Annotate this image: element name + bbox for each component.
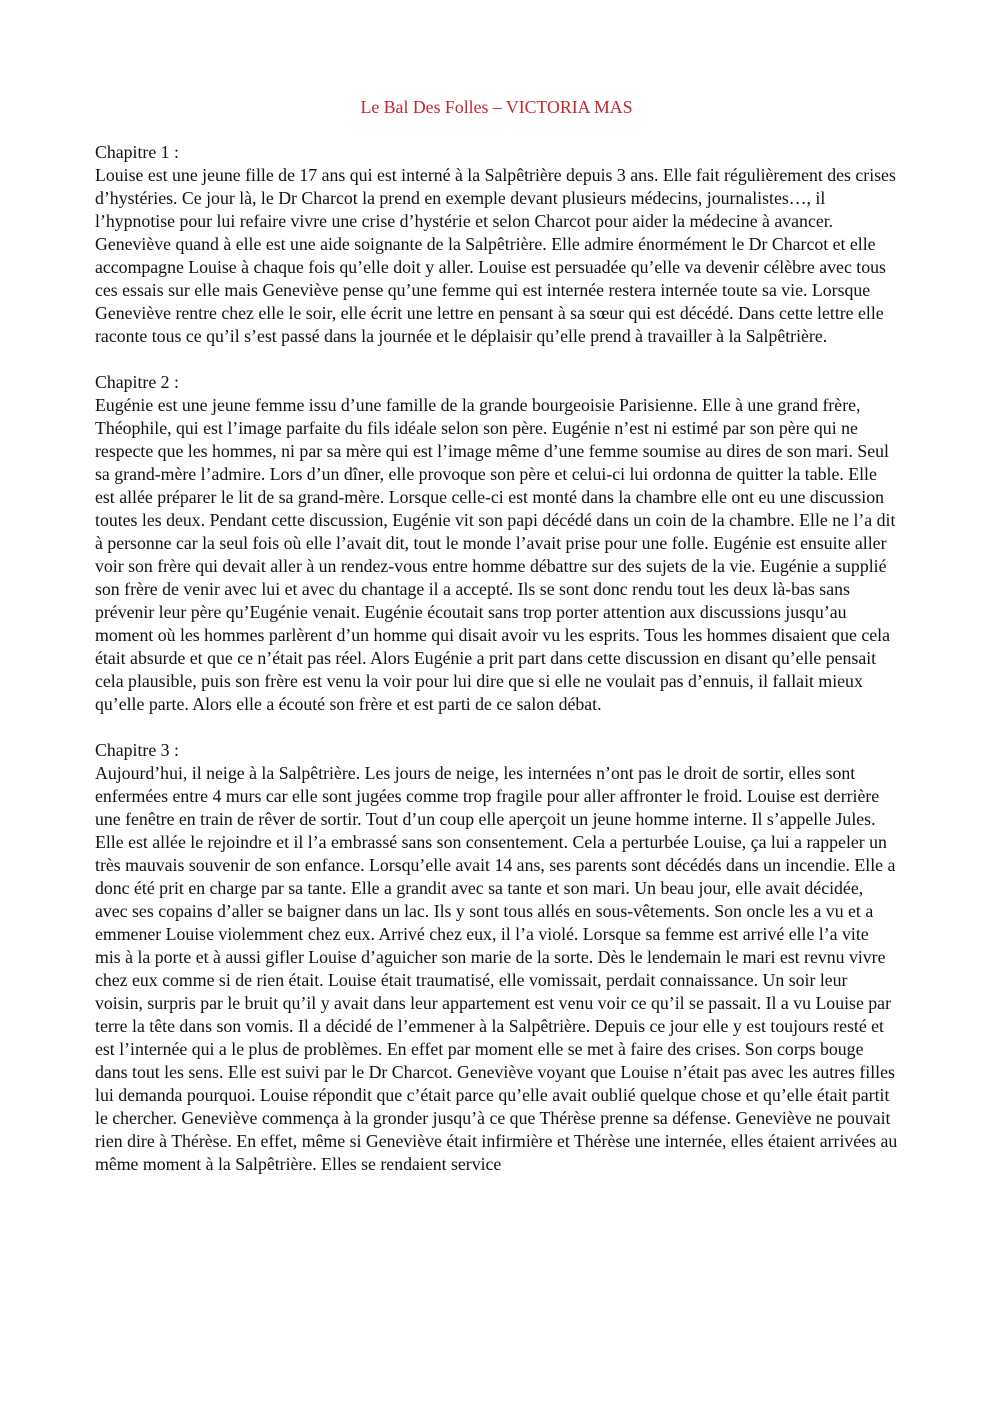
chapter-3 <box>95 739 898 1176</box>
chapter-body: Louise est une jeune fille de 17 ans qui est interné à la Salpêtrière depuis 3 ans. Elle fait régulièrement des crises d’hystéries. Ce jour là, le Dr Charcot la prend en exemple devant plusieurs médecins, journalistes…, il l’hypnotise pour lui refaire vivre une crise d’hystérie et selon Charcot pour aider la médecine à avancer. Geneviève quand à elle est une aide soignante de la Salpêtrière. Elle admire énormément le Dr Charcot et elle accompagne Louise à chaque fois qu’elle doit y aller. Louise est persuadée qu’elle va devenir célèbre avec tous ces essais sur elle mais Geneviève pense qu’une femme qui est internée restera internée toute sa vie. Lorsque Geneviève rentre chez elle le soir, elle écrit une lettre en pensant à sa sœur qui est décédé. Dans cette lettre elle raconte tous ce qu’il s’est passé dans la journée et le déplaisir qu’elle prend à travailler à la Salpêtrière. <box>95 165 896 346</box>
chapter-heading: Chapitre 2 : <box>95 372 179 392</box>
chapter-2 <box>95 371 898 716</box>
chapter-body: Eugénie est une jeune femme issu d’une famille de la grande bourgeoisie Parisienne. Elle à une grand frère, Théophile, qui est l’image parfaite du fils idéale selon son père. Eugénie n’est ni estimé par son père qui ne respecte que les hommes, ni par sa mère qui est l’image même d’une femme soumise au dires de son mari. Seul sa grand-mère l’admire. Lors d’un dîner, elle provoque son père et celui-ci lui ordonna de quitter la table. Elle est allée préparer le lit de sa grand-mère. Lorsque celle-ci est monté dans la chambre elle ont eu une discussion toutes les deux. Pendant cette discussion, Eugénie vit son papi décédé dans un coin de la chambre. Elle ne l’a dit à personne car la seul fois où elle l’avait dit, tout le monde l’avait prise pour une folle. Eugénie est ensuite aller voir son frère qui devait aller à un rendez-vous entre homme débattre sur des sujets de la vie. Eugénie a supplié son frère de venir avec lui et avec du chantage il a accepté. Ils se sont donc rendu tout les deux là-bas sans prévenir leur père qu’Eugénie venait. Eugénie écoutait sans trop porter attention aux discussions jusqu’au moment où les hommes parlèrent d’un homme qui disait avoir vu les esprits. Tous les hommes disaient que cela était absurde et que ce n’était pas réel. Alors Eugénie a prit part dans cette discussion en disant qu’elle pensait cela plausible, puis son frère est venu la voir pour lui dire que si elle ne voulait pas d’ennuis, il fallait mieux qu’elle parte. Alors elle a écouté son frère et est parti de ce salon débat. <box>95 395 896 714</box>
chapter-heading: Chapitre 1 : <box>95 142 179 162</box>
chapter-heading: Chapitre 3 : <box>95 740 179 760</box>
chapter-body: Aujourd’hui, il neige à la Salpêtrière. Les jours de neige, les internées n’ont pas le droit de sortir, elles sont enfermées entre 4 murs car elle sont jugées comme trop fragile pour aller affronter le froid. Louise est derrière une fenêtre en train de rêver de sortir. Tout d’un coup elle aperçoit un jeune homme interne. Il s’appelle Jules. Elle est allée le rejoindre et il l’a embrassé sans son consentement. Cela a perturbée Louise, ça lui a rappeler un très mauvais souvenir de son enfance. Lorsqu’elle avait 14 ans, ses parents sont décédés dans un incendie. Elle a donc été prit en charge par sa tante. Elle a grandit avec sa tante et son mari. Un beau jour, elle avait décidée, avec ses copains d’aller se baigner dans un lac. Ils y sont tous allés en sous-vêtements. Son oncle les a vu et a emmener Louise violemment chez eux. Arrivé chez eux, il l’a violé. Lorsque sa femme est arrivé elle l’a vite mis à la porte et à aussi gifler Louise d’aguicher son marie de la sorte. Dès le lendemain le mari est revnu vivre chez eux comme si de rien était. Louise était traumatisé, elle vomissait, perdait connaissance. Un soir leur voisin, surpris par le bruit qu’il y avait dans leur appartement est venu voir ce qu’il se passait. Il a vu Louise par terre la tête dans son vomis. Il a décidé de l’emmener à la Salpêtrière. Depuis ce jour elle y est toujours resté et est l’internée qui a le plus de problèmes. En effet par moment elle se met à faire des crises. Son corps bouge dans tout les sens. Elle est suivi par le Dr Charcot. Geneviève voyant que Louise n’était pas avec les autres filles lui demanda pourquoi. Louise répondit que c’était parce qu’elle avait oublié quelque chose et qu’elle était partit le chercher. Geneviève commença à la gronder jusqu’à ce que Thérèse prenne sa défense. Geneviève ne pouvait rien dire à Thérèse. En effet, même si Geneviève était infirmière et Thérèse une internée, elles étaient arrivées au même moment à la Salpêtrière. Elles se rendaient service <box>95 763 898 1174</box>
chapter-1 <box>95 141 898 348</box>
document-page <box>95 96 898 1199</box>
document-title: Le Bal Des Folles – VICTORIA MAS <box>360 97 633 117</box>
